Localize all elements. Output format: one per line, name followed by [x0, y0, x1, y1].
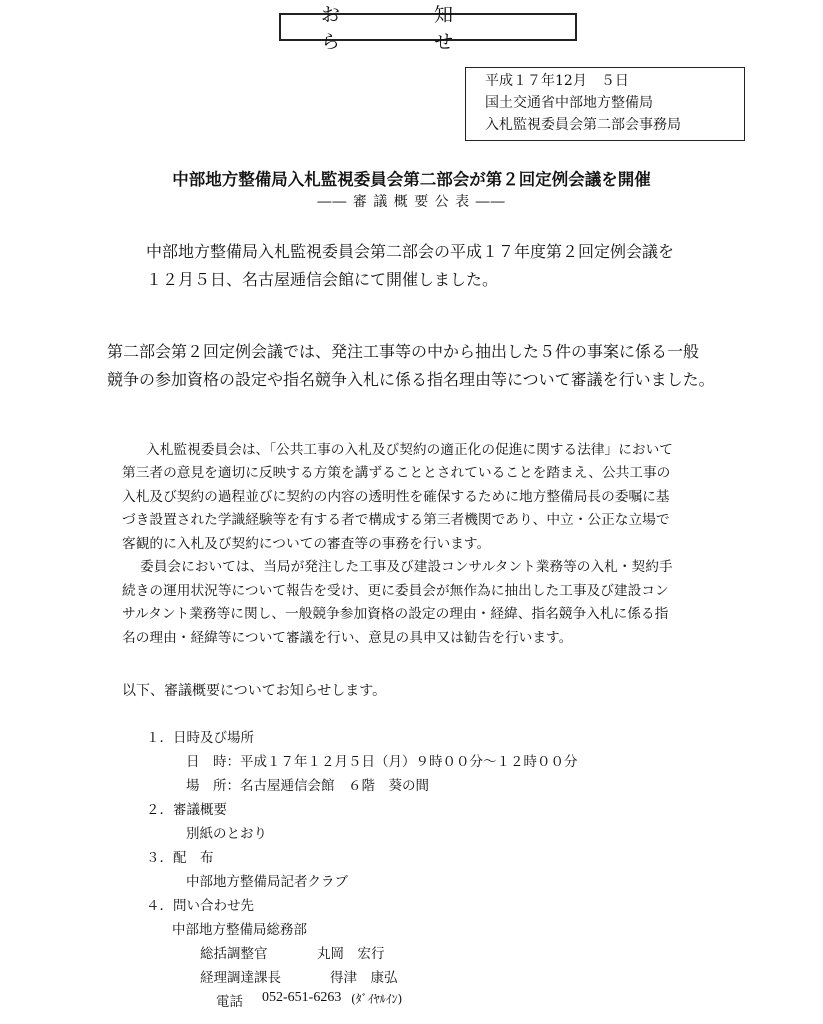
item4-heading: ４．問い合わせ先 [146, 898, 254, 914]
para3-line4: づき設置された学識経験等を有する者で構成する第三者機関であり、中立・公正な立場で [122, 512, 670, 528]
subheadline: ―― 審 議 概 要 公 表 ―― [317, 194, 506, 210]
intro-text: 以下、審議概要についてお知らせします。 [122, 683, 387, 699]
contact2-name: 得津 康弘 [330, 970, 398, 986]
contact1-name: 丸岡 宏行 [317, 946, 385, 962]
item1-datetime: 日 時：平成１７年１２月５日（月）９時００分～１２時００分 [186, 754, 578, 770]
issuer-office: 入札監視委員会第二部会事務局 [485, 117, 681, 133]
notice-title: お 知 ら せ [321, 4, 498, 53]
contact1-title: 総括調整官 [200, 946, 268, 962]
para3-line6: 委員会においては、当局が発注した工事及び建設コンサルタント業務等の入札・契約手 [140, 559, 673, 575]
item2-heading: ２．審議概要 [146, 802, 227, 818]
para1-line2: １２月５日、名古屋逓信会館にて開催しました。 [146, 270, 499, 289]
item2-body: 別紙のとおり [186, 826, 267, 842]
para3-line9: 名の理由・経緯等について審議を行い、意見の具申又は勧告を行います。 [122, 630, 573, 646]
para3-line2: 第三者の意見を適切に反映する方策を講ずることとされていることを踏まえ、公共工事の [122, 465, 671, 481]
issuer-box [465, 67, 745, 141]
para3-line1: 入札監視委員会は、「公共工事の入札及び契約の適正化の促進に関する法律」において [146, 442, 673, 458]
issue-date: 平成１７年12月 ５日 [485, 73, 629, 89]
phone-label: 電話 [216, 994, 243, 1010]
para3-line8: サルタント業務等に関し、一般競争参加資格の設定の理由・経緯、指名競争入札に係る指 [122, 606, 669, 622]
para2-line2: 競争の参加資格の設定や指名競争入札に係る指名理由等について審議を行いました。 [107, 370, 715, 389]
contact2-title: 経理調達課長 [200, 970, 281, 986]
contact-department: 中部地方整備局総務部 [172, 922, 307, 938]
phone-number: 052-651-6263 [262, 990, 342, 1005]
para1-line1: 中部地方整備局入札監視委員会第二部会の平成１７年度第２回定例会議を [146, 242, 675, 261]
headline: 中部地方整備局入札監視委員会第二部会が第２回定例会議を開催 [172, 170, 651, 189]
item1-place: 場 所：名古屋逓信会館 ６階 葵の間 [186, 778, 429, 794]
item3-heading: ３．配 布 [146, 850, 214, 866]
phone-note: (ﾀﾞｲﾔﾙｲﾝ) [351, 992, 403, 1006]
para3-line7: 続きの運用状況等について報告を受け、更に委員会が無作為に抽出した工事及び建設コン [122, 583, 669, 599]
para3-line5: 客観的に入札及び契約についての審査等の事務を行います。 [122, 536, 491, 552]
notice-title-box [279, 4, 577, 53]
item3-body: 中部地方整備局記者クラブ [186, 874, 348, 890]
item1-heading: １．日時及び場所 [146, 730, 254, 746]
issuer-org: 国土交通省中部地方整備局 [485, 95, 653, 111]
para2-line1: 第二部会第２回定例会議では、発注工事等の中から抽出した５件の事案に係る一般 [107, 342, 700, 361]
para3-line3: 入札及び契約の過程並びに契約の内容の透明性を確保するために地方整備局長の委嘱に基 [122, 489, 670, 505]
